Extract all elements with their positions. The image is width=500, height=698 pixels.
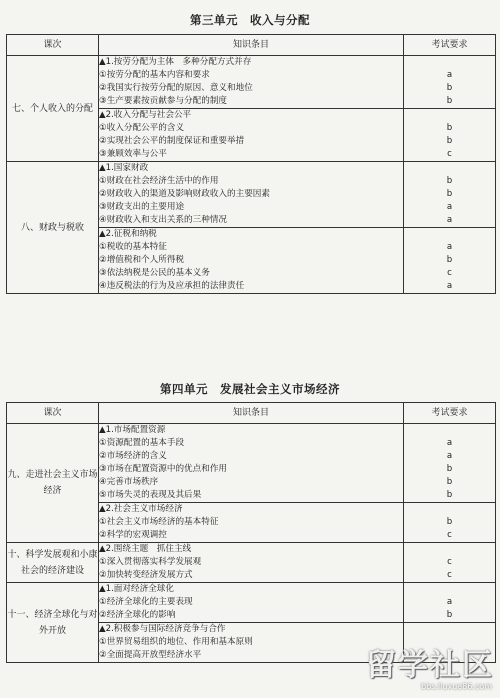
requirement-cell xyxy=(404,56,496,109)
knowledge-items xyxy=(99,56,404,109)
knowledge-item: ①资源配置的基本手段 xyxy=(99,438,185,448)
requirement-level: a xyxy=(446,215,453,225)
knowledge-item: ③依法纳税是公民的基本义务 xyxy=(99,268,210,278)
table-row xyxy=(7,56,496,109)
knowledge-items xyxy=(99,623,404,663)
knowledge-item: ②我国实行按劳分配的原因、意义和地位 xyxy=(99,83,253,93)
watermark-logo: 留学社区 xyxy=(366,648,494,683)
header-knowledge: 知识条目 xyxy=(99,403,404,424)
requirement-level: b xyxy=(446,464,453,474)
header-knowledge: 知识条目 xyxy=(99,35,404,56)
knowledge-items xyxy=(99,583,404,623)
knowledge-item: ⑤市场失灵的表现及其后果 xyxy=(99,490,202,500)
unit4-header-row xyxy=(7,403,496,424)
requirement-cell xyxy=(404,162,496,228)
knowledge-item: ③生产要素按贡献参与分配的制度 xyxy=(99,96,228,106)
table-row xyxy=(7,424,496,503)
unit3-header-row xyxy=(7,35,496,56)
knowledge-items xyxy=(99,543,404,583)
unit3-table xyxy=(6,34,496,294)
requirement-level: a xyxy=(446,281,453,291)
knowledge-item: ①世界贸易组织的地位、作用和基本原则 xyxy=(99,637,253,647)
table-row xyxy=(7,583,496,623)
requirement-level: a xyxy=(446,70,453,80)
knowledge-item: ④违反税法的行为及应承担的法律责任 xyxy=(99,281,245,291)
knowledge-item: ②经济全球化的影响 xyxy=(99,610,176,620)
requirement-level: a xyxy=(446,597,453,607)
knowledge-item: ①收入分配公平的含义 xyxy=(99,123,185,133)
knowledge-heading: ▲1.市场配置资源 xyxy=(99,425,166,435)
requirement-level xyxy=(404,162,495,175)
knowledge-item: ①税收的基本特征 xyxy=(99,242,167,252)
requirement-level: b xyxy=(446,123,453,133)
knowledge-items xyxy=(99,228,404,294)
requirement-level: a xyxy=(446,451,453,461)
knowledge-items xyxy=(99,162,404,228)
knowledge-heading: ▲1.面对经济全球化 xyxy=(99,584,174,594)
requirement-level: b xyxy=(446,477,453,487)
course-name: 十一、经济全球化与对外开放 xyxy=(7,583,99,663)
requirement-level xyxy=(404,583,495,596)
knowledge-heading: ▲2.围绕主题 抓住主线 xyxy=(99,544,192,554)
table-row xyxy=(7,543,496,583)
knowledge-item: ②加快转变经济发展方式 xyxy=(99,570,193,580)
requirement-level: b xyxy=(446,255,453,265)
requirement-level: b xyxy=(446,517,453,527)
knowledge-heading: ▲2.积极参与国际经济竞争与合作 xyxy=(99,624,226,634)
requirement-level: a xyxy=(446,202,453,212)
requirement-level xyxy=(404,623,495,636)
requirement-cell xyxy=(404,583,496,623)
knowledge-item: ④完善市场秩序 xyxy=(99,477,159,487)
table-row xyxy=(7,162,496,228)
knowledge-item: ①深入贯彻落实科学发展观 xyxy=(99,557,202,567)
requirement-level: b xyxy=(446,490,453,500)
requirement-level: b xyxy=(446,96,453,106)
requirement-level xyxy=(404,109,495,122)
knowledge-items xyxy=(99,424,404,503)
knowledge-item: ①经济全球化的主要表现 xyxy=(99,597,193,607)
unit3-title: 第三单元 收入与分配 xyxy=(190,13,310,27)
knowledge-item: ②市场经济的含义 xyxy=(99,451,167,461)
knowledge-item: ②科学的宏观调控 xyxy=(99,530,167,540)
knowledge-item: ④财政收入和支出关系的三种情况 xyxy=(99,215,228,225)
unit4-title: 第四单元 发展社会主义市场经济 xyxy=(160,382,340,396)
requirement-level: c xyxy=(447,570,452,580)
requirement-level xyxy=(404,56,495,69)
requirement-cell xyxy=(404,228,496,294)
knowledge-heading: ▲1.国家财政 xyxy=(99,163,149,173)
knowledge-item: ①按劳分配的基本内容和要求 xyxy=(99,70,210,80)
header-course: 课次 xyxy=(7,35,99,56)
knowledge-item: ①财政在社会经济生活中的作用 xyxy=(99,176,219,186)
watermark-url: bbs.liuxue86.com xyxy=(421,682,492,691)
requirement-cell xyxy=(404,109,496,162)
requirement-cell xyxy=(404,503,496,543)
knowledge-item: ③市场在配置资源中的优点和作用 xyxy=(99,464,228,474)
course-name: 十、科学发展观和小康社会的经济建设 xyxy=(7,543,99,583)
requirement-level: b xyxy=(446,83,453,93)
header-requirement: 考试要求 xyxy=(404,35,496,56)
knowledge-heading: ▲2.社会主义市场经济 xyxy=(99,504,183,514)
knowledge-item: ②全面提高开放型经济水平 xyxy=(99,650,202,660)
knowledge-item: ②财政收入的渠道及影响财政收入的主要因素 xyxy=(99,189,270,199)
requirement-level: b xyxy=(446,610,453,620)
knowledge-items xyxy=(99,503,404,543)
knowledge-heading: ▲2.收入分配与社会公平 xyxy=(99,110,192,120)
requirement-cell xyxy=(404,543,496,583)
knowledge-items xyxy=(99,109,404,162)
requirement-level xyxy=(404,424,495,437)
requirement-level xyxy=(404,503,495,516)
knowledge-item: ③兼顾效率与公平 xyxy=(99,149,167,159)
requirement-level: c xyxy=(447,268,452,278)
requirement-level: c xyxy=(447,530,452,540)
requirement-level: a xyxy=(446,242,453,252)
knowledge-heading: ▲1.按劳分配为主体 多种分配方式并存 xyxy=(99,57,252,67)
requirement-level: b xyxy=(446,136,453,146)
course-name: 八、财政与税收 xyxy=(7,162,99,294)
knowledge-item: ①社会主义市场经济的基本特征 xyxy=(99,517,219,527)
course-name: 七、个人收入的分配 xyxy=(7,56,99,162)
requirement-level: b xyxy=(446,176,453,186)
knowledge-item: ②增值税和个人所得税 xyxy=(99,255,185,265)
requirement-level xyxy=(404,543,495,556)
unit4-table xyxy=(6,402,496,663)
requirement-level xyxy=(404,228,495,241)
requirement-cell xyxy=(404,424,496,503)
header-course: 课次 xyxy=(7,403,99,424)
requirement-level: a xyxy=(446,438,453,448)
requirement-level: b xyxy=(446,189,453,199)
requirement-level: c xyxy=(447,557,452,567)
course-name: 九、走进社会主义市场经济 xyxy=(7,424,99,543)
knowledge-item: ③财政支出的主要用途 xyxy=(99,202,185,212)
knowledge-item: ②实现社会公平的制度保证和重要举措 xyxy=(99,136,245,146)
header-requirement: 考试要求 xyxy=(404,403,496,424)
requirement-level: c xyxy=(447,149,452,159)
knowledge-heading: ▲2.征税和纳税 xyxy=(99,229,157,239)
